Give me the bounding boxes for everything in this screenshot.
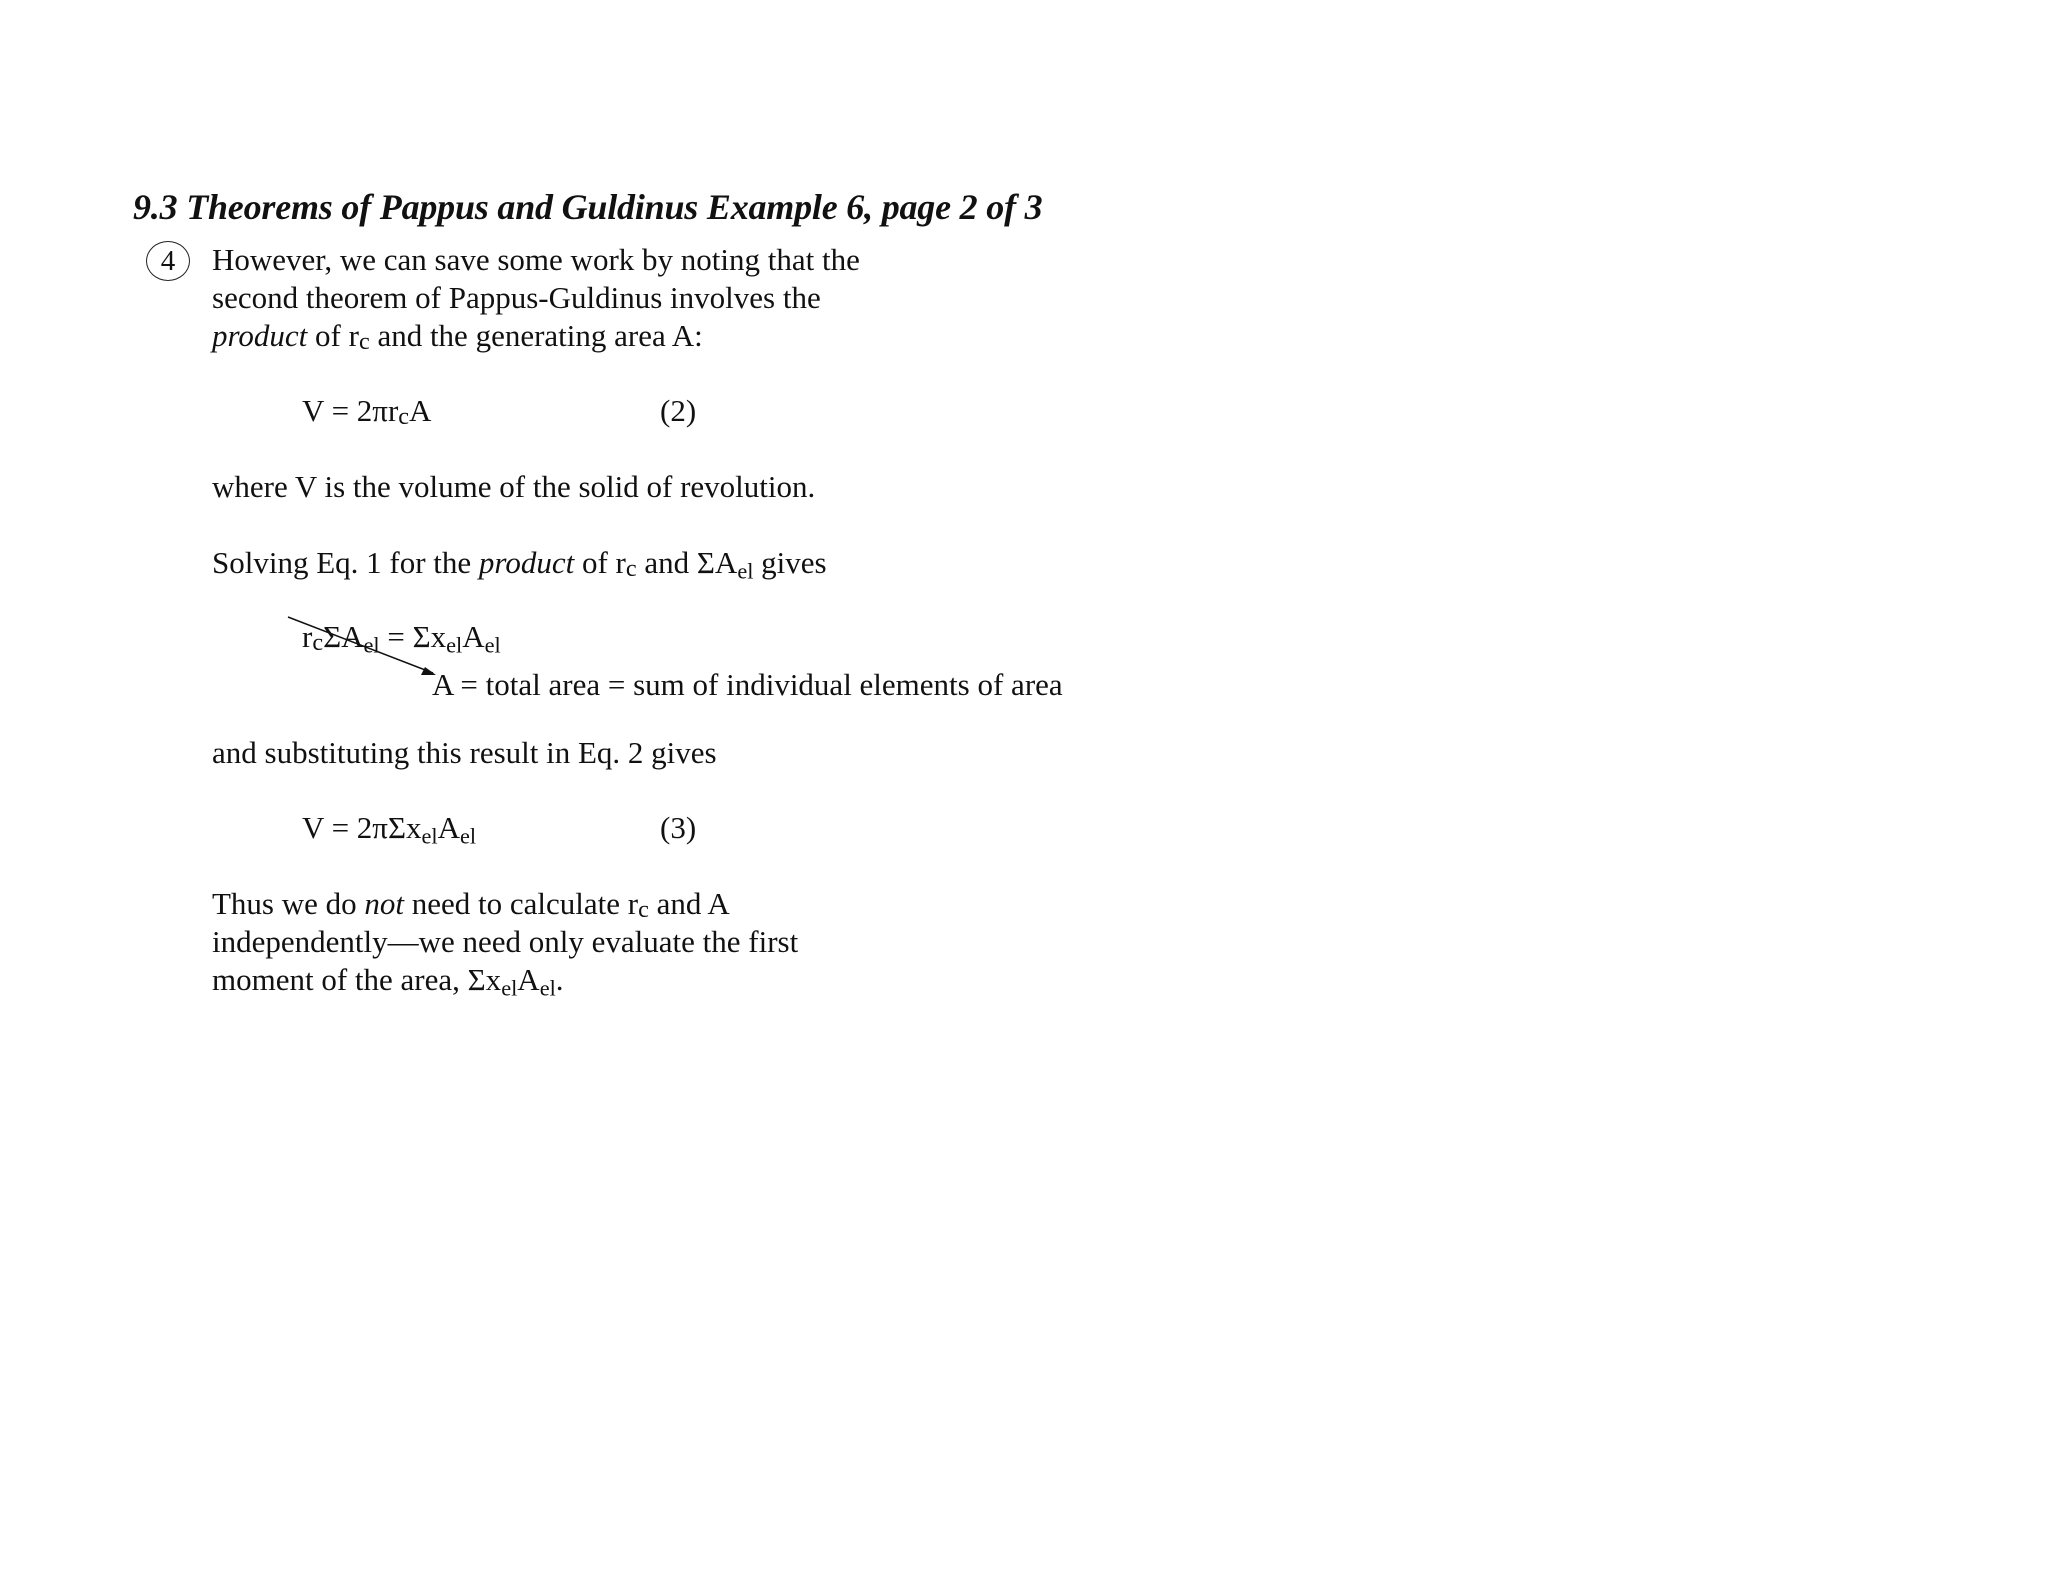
emphasis-product: product	[212, 318, 308, 353]
eq-text: ΣA	[323, 619, 364, 654]
annotation-total-area: A = total area = sum of individual elements of area	[432, 667, 1063, 702]
emphasis-not: not	[364, 886, 405, 921]
page-title: 9.3 Theorems of Pappus and Guldinus Example 6, page 2 of 3	[133, 187, 1043, 227]
subscript-c: c	[312, 628, 324, 656]
subscript-c: c	[638, 895, 649, 923]
emphasis-product: product	[478, 545, 575, 580]
eq-text: A	[462, 619, 485, 654]
paragraph-conclusion-line-3	[212, 961, 798, 999]
eq-text: r	[302, 619, 313, 654]
subscript-el: el	[737, 558, 754, 584]
text-span: of r	[307, 318, 359, 353]
paragraph-substituting: and substituting this result in Eq. 2 gives	[212, 735, 717, 770]
subscript-el: el	[460, 823, 477, 849]
text-span: Thus we do	[212, 886, 365, 921]
step-number-badge: 4	[146, 241, 190, 281]
paragraph-conclusion-line-2: independently—we need only evaluate the first	[212, 924, 799, 959]
equation-3-number: (3)	[660, 810, 697, 845]
paragraph-intro-line-2: second theorem of Pappus-Guldinus involves the	[212, 280, 821, 315]
subscript-el: el	[363, 632, 380, 658]
text-span: and A	[648, 886, 730, 921]
eq-text: A	[409, 393, 432, 428]
paragraph-intro-line-1: However, we can save some work by noting that the	[212, 242, 860, 277]
text-span: moment of the area, Σx	[212, 962, 502, 997]
subscript-el: el	[501, 975, 518, 1001]
subscript-el: el	[446, 632, 463, 658]
subscript-c: c	[358, 327, 370, 355]
text-span: and the generating area A:	[369, 318, 703, 353]
subscript-el: el	[539, 975, 556, 1001]
text-span: and ΣA	[636, 545, 738, 580]
subscript-c: c	[398, 402, 410, 430]
text-span: need to calculate r	[404, 886, 639, 921]
text-span: gives	[753, 545, 827, 580]
subscript-el: el	[484, 632, 501, 658]
equation-2-number: (2)	[660, 393, 697, 428]
equation-3	[302, 810, 477, 849]
paragraph-conclusion-line-1	[212, 885, 798, 923]
paragraph-volume: where V is the volume of the solid of revolution.	[212, 469, 816, 504]
text-span: A	[517, 962, 540, 997]
eq-text: = Σx	[379, 619, 447, 654]
subscript-c: c	[625, 554, 637, 582]
paragraph-conclusion	[212, 885, 798, 999]
text-span: Solving Eq. 1 for the	[212, 545, 479, 580]
eq-text: V = 2πΣx	[302, 810, 422, 845]
text-span: of r	[574, 545, 626, 580]
subscript-el: el	[421, 823, 438, 849]
eq-text: V = 2πr	[302, 393, 399, 428]
eq-text: A	[437, 810, 461, 845]
text-span: .	[555, 962, 564, 997]
